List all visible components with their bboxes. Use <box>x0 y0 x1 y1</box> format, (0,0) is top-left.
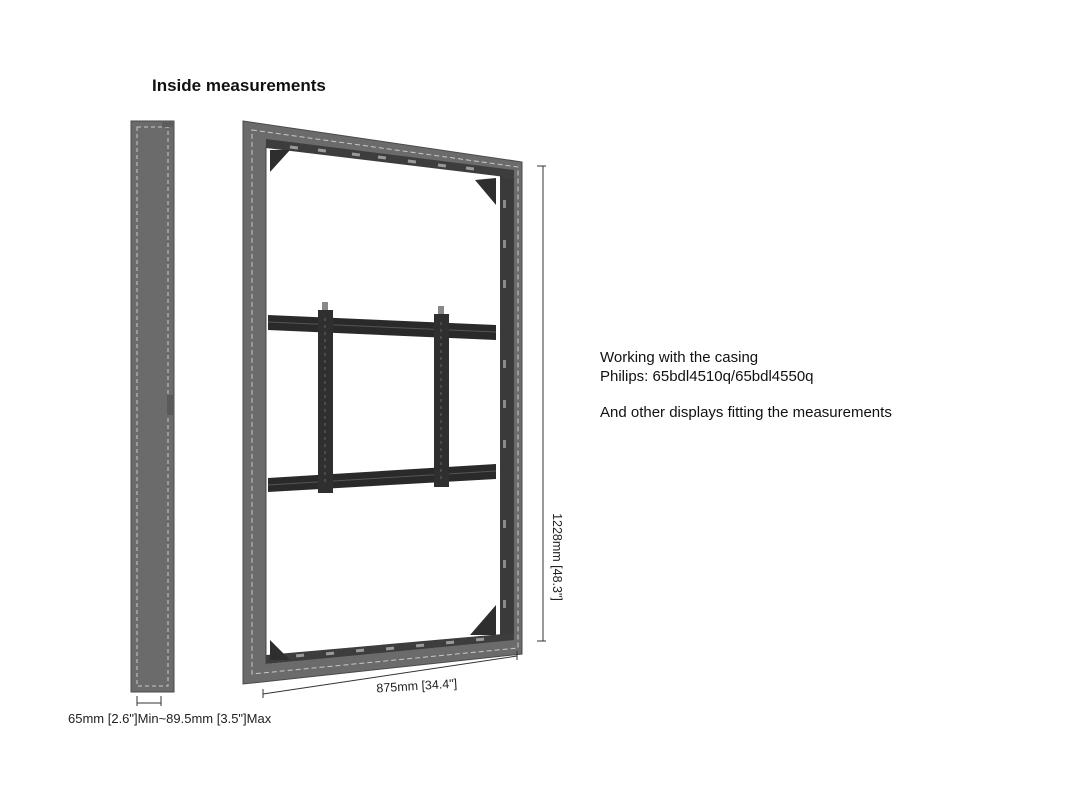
vertical-bracket-right <box>434 306 449 487</box>
vertical-bracket-left <box>318 302 333 493</box>
info-line-models: Philips: 65bdl4510q/65bdl4550q <box>600 368 814 385</box>
info-line-other: And other displays fitting the measurements <box>600 404 892 421</box>
side-profile-view <box>131 121 174 692</box>
info-line-casing: Working with the casing <box>600 349 759 366</box>
depth-label: 65mm [2.6"]Min~89.5mm [3.5"]Max <box>68 711 272 726</box>
depth-dimension-line <box>137 696 161 706</box>
height-dimension-line <box>537 166 564 641</box>
width-label: 875mm [34.4"] <box>375 676 458 696</box>
page-title: Inside measurements <box>152 76 326 95</box>
compatibility-info <box>600 348 892 422</box>
casing-frame <box>243 121 522 684</box>
height-label: 1228mm [48.3"] <box>550 513 564 601</box>
